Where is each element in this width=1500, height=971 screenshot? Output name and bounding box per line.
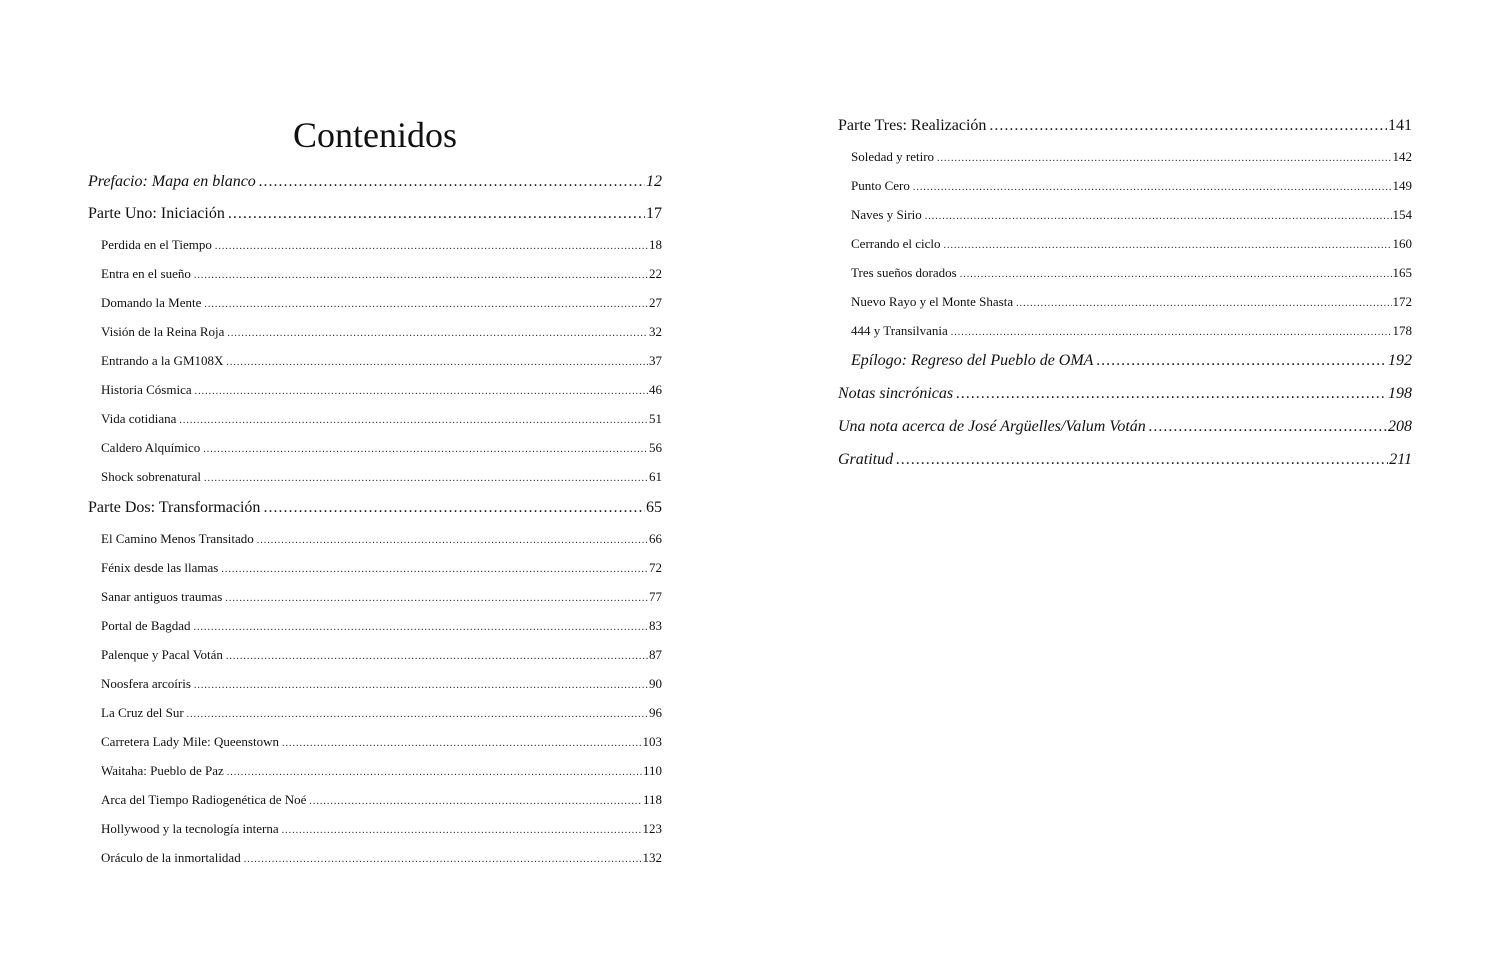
dot-leader: [227, 325, 648, 342]
toc-entry[interactable]: [101, 530, 662, 549]
toc-entry-page-number: 132: [642, 850, 662, 865]
toc-entry[interactable]: [838, 116, 1412, 136]
dot-leader: [896, 450, 1388, 470]
toc-entry-label: Arca del Tiempo Radiogenética de Noé: [101, 792, 307, 807]
toc-entry-page-number: 178: [1392, 323, 1412, 338]
toc-entry[interactable]: [101, 410, 662, 429]
toc-entry-page-number: 192: [1388, 352, 1412, 369]
toc-entry[interactable]: [851, 235, 1412, 254]
toc-entry-label: Gratitud: [838, 451, 894, 468]
toc-entry-page-number: 51: [649, 411, 662, 426]
dot-leader: [194, 619, 648, 636]
toc-entry-page-number: 77: [649, 589, 662, 604]
toc-entry-label: Naves y Sirio: [851, 207, 922, 222]
toc-entry-label: Caldero Alquímico: [101, 440, 201, 455]
dot-leader: [226, 648, 648, 665]
toc-entry-label: Perdida en el Tiempo: [101, 237, 212, 252]
toc-entry[interactable]: [838, 384, 1412, 404]
toc-entry-page-number: 103: [642, 734, 662, 749]
toc-entry-page-number: 123: [642, 821, 662, 836]
toc-entry-page-number: 141: [1388, 117, 1412, 134]
toc-entry[interactable]: [101, 791, 662, 810]
toc-entry-label: Historia Cósmica: [101, 382, 192, 397]
toc-entry[interactable]: [101, 675, 662, 694]
toc-entry-label: Notas sincrónicas: [838, 385, 954, 402]
toc-entry-label: Tres sueños dorados: [851, 265, 957, 280]
dot-leader: [259, 172, 645, 192]
toc-entry-label: Carretera Lady Mile: Queenstown: [101, 734, 279, 749]
toc-entry-page-number: 154: [1392, 207, 1412, 222]
toc-entry-page-number: 160: [1392, 236, 1412, 251]
dot-leader: [956, 384, 1387, 404]
toc-entry[interactable]: [101, 617, 662, 636]
dot-leader: [263, 498, 645, 518]
toc-entry-label: Soledad y retiro: [851, 149, 935, 164]
page-title: Contenidos: [292, 115, 457, 155]
toc-entry-label: Parte Dos: Transformación: [88, 499, 261, 516]
toc-entry[interactable]: [101, 704, 662, 723]
toc-entry-page-number: 72: [649, 560, 662, 575]
toc-entry[interactable]: [851, 293, 1412, 312]
dot-leader: [244, 851, 642, 868]
toc-entry-label: Vida cotidiana: [101, 411, 177, 426]
toc-entry-page-number: 208: [1388, 418, 1412, 435]
dot-leader: [203, 441, 648, 458]
toc-entry[interactable]: [101, 236, 662, 255]
dot-leader: [937, 150, 1391, 167]
toc-entry-page-number: 96: [649, 705, 662, 720]
toc-entry[interactable]: [101, 588, 662, 607]
toc-entry[interactable]: [88, 204, 662, 224]
toc-entry-page-number: 12: [646, 173, 662, 190]
toc-entry-page-number: 90: [649, 676, 662, 691]
toc-entry[interactable]: [838, 450, 1412, 470]
toc-entry-page-number: 198: [1388, 385, 1412, 402]
toc-entry-page-number: 118: [642, 792, 662, 807]
dot-leader: [204, 296, 648, 313]
toc-entry-page-number: 18: [649, 237, 662, 252]
toc-entry-label: Hollywood y la tecnología interna: [101, 821, 279, 836]
dot-leader: [194, 267, 648, 284]
toc-entry-label: Sanar antiguos traumas: [101, 589, 223, 604]
dot-leader: [1149, 417, 1387, 437]
toc-entry-page-number: 83: [649, 618, 662, 633]
dot-leader: [204, 470, 648, 487]
toc-entry[interactable]: [101, 265, 662, 284]
toc-entry-label: Oráculo de la inmortalidad: [101, 850, 241, 865]
toc-entry[interactable]: [88, 498, 662, 518]
dot-leader: [1096, 351, 1387, 371]
toc-entry[interactable]: [101, 820, 662, 839]
dot-leader: [925, 208, 1392, 225]
toc-entry-label: Prefacio: Mapa en blanco: [88, 173, 256, 190]
toc-entry-label: Parte Uno: Iniciación: [88, 205, 225, 222]
toc-entry-label: Waitaha: Pueblo de Paz: [101, 763, 224, 778]
dot-leader: [944, 237, 1392, 254]
toc-entry-label: La Cruz del Sur: [101, 705, 184, 720]
toc-entry-label: 444 y Transilvania: [851, 323, 948, 338]
toc-entry-page-number: 172: [1392, 294, 1412, 309]
dot-leader: [951, 324, 1392, 341]
toc-entry[interactable]: [101, 849, 662, 868]
dot-leader: [960, 266, 1392, 283]
dot-leader: [913, 179, 1392, 196]
toc-entry-label: Palenque y Pacal Votán: [101, 647, 223, 662]
toc-entry-page-number: 37: [649, 353, 662, 368]
dot-leader: [194, 677, 648, 694]
toc-entry-label: Cerrando el ciclo: [851, 236, 941, 251]
toc-entry[interactable]: [88, 172, 662, 192]
toc-entry-page-number: 61: [649, 469, 662, 484]
toc-entry-page-number: 17: [646, 205, 662, 222]
toc-entry-label: Parte Tres: Realización: [838, 117, 987, 134]
toc-entry-label: Fénix desde las llamas: [101, 560, 219, 575]
toc-entry-label: Nuevo Rayo y el Monte Shasta: [851, 294, 1014, 309]
toc-entry-label: Epílogo: Regreso del Pueblo de OMA: [851, 352, 1094, 369]
dot-leader: [179, 412, 648, 429]
dot-leader: [215, 238, 648, 255]
toc-entry[interactable]: [101, 646, 662, 665]
dot-leader: [282, 735, 642, 752]
toc-entry-page-number: 46: [649, 382, 662, 397]
toc-entry-page-number: 22: [649, 266, 662, 281]
toc-entry[interactable]: [851, 351, 1412, 371]
toc-entry-page-number: 211: [1389, 451, 1412, 468]
toc-entry[interactable]: [838, 417, 1412, 437]
toc-entry-label: Visión de la Reina Roja: [101, 324, 225, 339]
toc-entry-page-number: 56: [649, 440, 662, 455]
toc-entry[interactable]: [101, 439, 662, 458]
dot-leader: [225, 590, 648, 607]
dot-leader: [989, 116, 1387, 136]
toc-entry-label: Entrando a la GM108X: [101, 353, 224, 368]
toc-entry-label: Portal de Bagdad: [101, 618, 191, 633]
toc-entry-label: El Camino Menos Transitado: [101, 531, 254, 546]
toc-entry-label: Punto Cero: [851, 178, 910, 193]
toc-entry[interactable]: [851, 177, 1412, 196]
dot-leader: [221, 561, 648, 578]
dot-leader: [282, 822, 642, 839]
toc-entry[interactable]: [851, 148, 1412, 167]
toc-entry-page-number: 32: [649, 324, 662, 339]
dot-leader: [1016, 295, 1391, 312]
toc-entry[interactable]: [101, 381, 662, 400]
toc-entry[interactable]: [101, 733, 662, 752]
toc-entry-label: Noosfera arcoíris: [101, 676, 191, 691]
dot-leader: [228, 204, 645, 224]
toc-entry-page-number: 87: [649, 647, 662, 662]
toc-entry[interactable]: [101, 294, 662, 313]
toc-entry[interactable]: [101, 468, 662, 487]
toc-entry[interactable]: [101, 559, 662, 578]
dot-leader: [187, 706, 648, 723]
toc-entry-label: Domando la Mente: [101, 295, 202, 310]
dot-leader: [309, 793, 642, 810]
dot-leader: [227, 764, 642, 781]
toc-entry-page-number: 165: [1392, 265, 1412, 280]
toc-entry-label: Una nota acerca de José Argüelles/Valum Votán: [838, 418, 1146, 435]
toc-entry-page-number: 110: [642, 763, 662, 778]
dot-leader: [195, 383, 648, 400]
dot-leader: [257, 532, 648, 549]
toc-entry[interactable]: [851, 322, 1412, 341]
toc-entry-page-number: 27: [649, 295, 662, 310]
toc-entry-label: Shock sobrenatural: [101, 469, 202, 484]
toc-entry-page-number: 66: [649, 531, 662, 546]
toc-entry[interactable]: [101, 762, 662, 781]
toc-entry-label: Entra en el sueño: [101, 266, 191, 281]
toc-entry[interactable]: [851, 206, 1412, 225]
toc-entry-page-number: 149: [1392, 178, 1412, 193]
toc-entry[interactable]: [101, 352, 662, 371]
dot-leader: [226, 354, 648, 371]
toc-entry[interactable]: [101, 323, 662, 342]
toc-entry-page-number: 142: [1392, 149, 1412, 164]
toc-entry-page-number: 65: [646, 499, 662, 516]
toc-entry[interactable]: [851, 264, 1412, 283]
